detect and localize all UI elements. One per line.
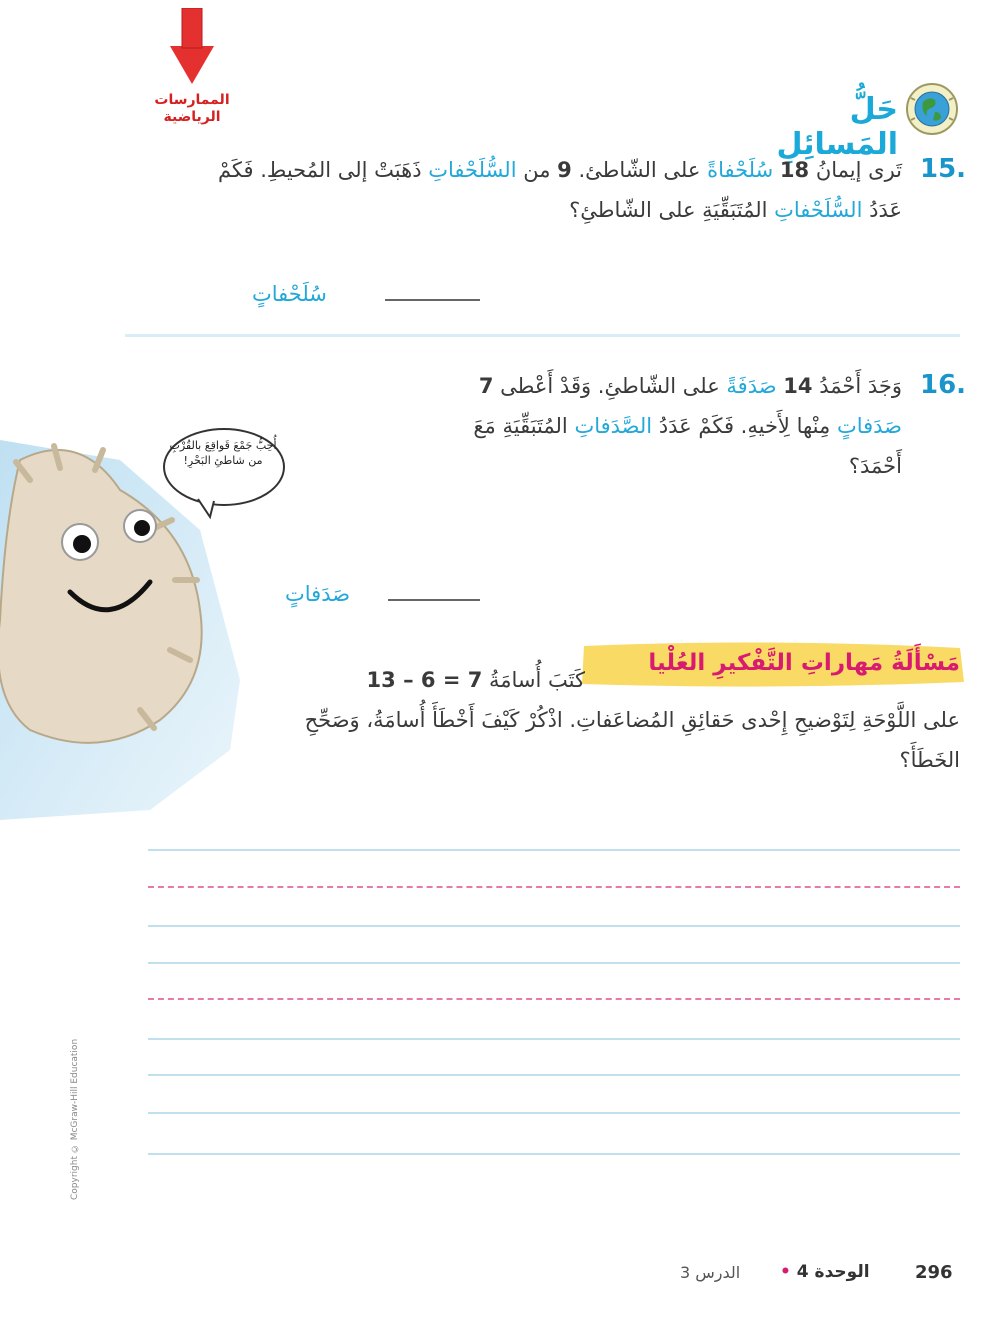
math-practices-label (142, 92, 242, 126)
question-15-number: 15. (920, 154, 967, 184)
q16-text-d: المُتَبَقِّيَةِ مَعَ أَحْمَدَ؟ (473, 414, 902, 478)
red-down-arrow-icon (168, 8, 216, 86)
hot-text-a: كَتَبَ أُسامَةُ (489, 668, 585, 692)
practices-label-line1: الممارسات (154, 92, 230, 108)
writing-line[interactable] (148, 1074, 960, 1076)
q15-keyword-a: سُلَحْفاةً (707, 158, 774, 182)
footer-bullet: • (780, 1262, 791, 1282)
unit-label (780, 1262, 870, 1282)
q15-keyword-c: السُّلَحْفاتِ (774, 198, 863, 222)
q16-keyword-a: صَدَفَةً (726, 374, 777, 398)
question-16-number: 16. (920, 370, 967, 400)
writing-line-dashed[interactable] (148, 886, 960, 888)
writing-line[interactable] (148, 962, 960, 964)
q15-answer-line[interactable] (385, 298, 480, 301)
question-16-text (440, 366, 902, 486)
q15-number-a: 18 (779, 158, 810, 182)
q15-number-b: 9 (557, 158, 572, 182)
writing-line[interactable] (148, 1112, 960, 1114)
q16-number-a: 14 (783, 374, 813, 398)
practices-label-line2: الرياضية (163, 109, 221, 125)
section-divider (125, 334, 960, 337)
q16-answer-unit: صَدَفاتٍ (285, 582, 351, 606)
q16-text-c: مِنْها لِأَخيهِ. فَكَمْ عَدَدُ (658, 414, 831, 438)
q16-keyword-b: صَدَفاتٍ (836, 414, 902, 438)
hot-problem-intro (280, 660, 585, 700)
q16-keyword-c: الصَّدَفاتِ (574, 414, 653, 438)
section-title: حَلُّ المَسائِلِ (776, 92, 898, 162)
q15-text-b: على الشّاطئ. (578, 158, 701, 182)
hot-problem-text: على اللَّوْحَةِ لِتَوْضيحِ إِحْدى حَقائِقِ المُضاعَفاتِ. اذْكُرْ كَيْفَ أَخْطَأَ أُسامَةُ، وَصَحِّحِ الخَطَأَ؟ (304, 708, 960, 772)
q16-text-b: على الشّاطئِ. وَقَدْ أَعْطى (500, 374, 720, 398)
q15-text-d: ذَهَبَتْ إلى المُحيطِ. فَكَمْ عَدَدُ (217, 158, 902, 222)
q15-text-e: المُتَبَقِّيَةِ على الشّاطئِ؟ (569, 198, 768, 222)
q16-number-b: 7 (478, 374, 494, 398)
hot-problem-title: مَسْأَلَةُ مَهاراتِ التَّفْكيرِ العُلْيا (648, 650, 960, 676)
q15-keyword-b: السُّلَحْفاتِ (428, 158, 517, 182)
q16-text-a: وَجَدَ أَحْمَدُ (819, 374, 902, 398)
writing-line[interactable] (148, 1153, 960, 1155)
q15-answer-unit: سُلَحْفاتٍ (252, 282, 327, 306)
unit-label-text: الوحدة 4 (796, 1262, 870, 1282)
q16-answer-line[interactable] (388, 598, 480, 601)
page-number: 296 (915, 1262, 953, 1283)
speech-bubble-text: أُحِبُّ جَمْعَ قَواقِعَ بالقُرْبِ من شاطئِ البَحْرِ! (169, 439, 277, 467)
q15-text-c: من (523, 158, 551, 182)
copyright-credit: Copyright © McGraw-Hill Education (70, 1038, 80, 1200)
q15-text-a: تَرى إيمانُ (815, 158, 902, 182)
hot-equation: 13 – 6 = 7 (366, 668, 483, 692)
writing-line[interactable] (148, 849, 960, 851)
question-15-text (180, 150, 902, 230)
writing-line-dashed[interactable] (148, 998, 960, 1000)
lesson-label: الدرس 3 (680, 1263, 741, 1282)
writing-line[interactable] (148, 925, 960, 927)
globe-icon (905, 82, 959, 136)
writing-line[interactable] (148, 1038, 960, 1040)
